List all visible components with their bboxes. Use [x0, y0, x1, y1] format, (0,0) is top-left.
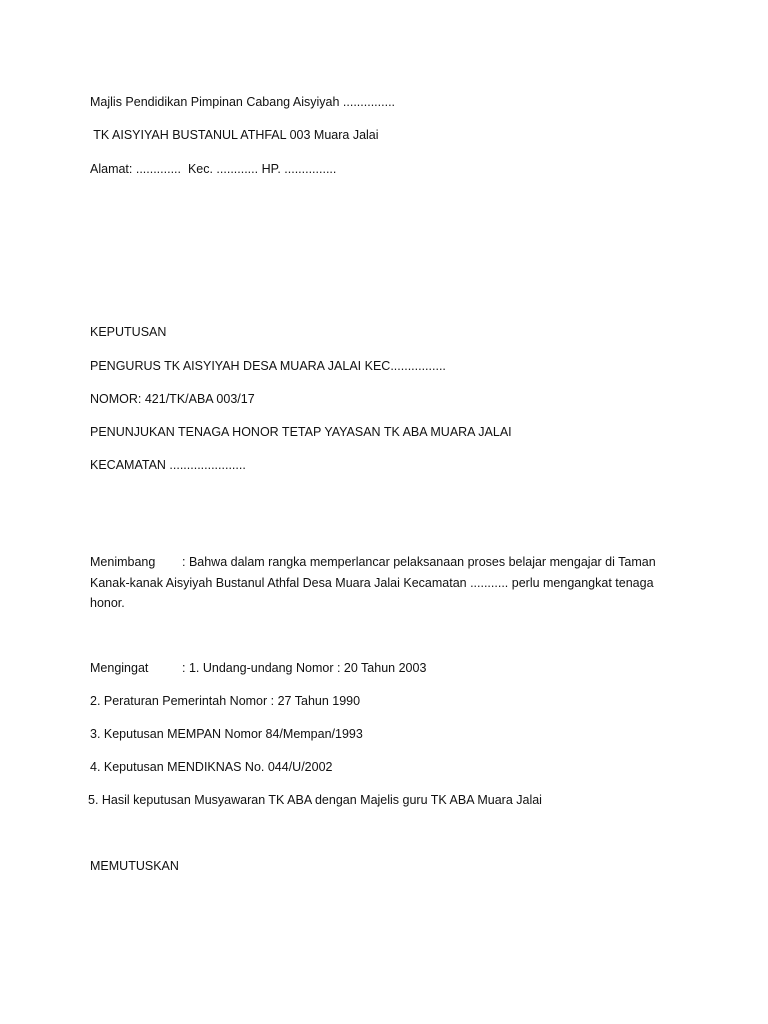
menimbang-text: : Bahwa dalam rangka memperlancar pelaksanaan proses belajar mengajar di Taman Kanak-kanak Aisyiyah Bustanul Athfal Desa Muara Jalai Kecamatan ........... perlu mengangkat tenaga honor.	[90, 555, 656, 610]
mengingat-row	[90, 660, 426, 676]
penunjukan-line: PENUNJUKAN TENAGA HONOR TETAP YAYASAN TK ABA MUARA JALAI	[90, 425, 512, 439]
keputusan-heading: KEPUTUSAN	[90, 325, 167, 339]
mengingat-label: Mengingat	[90, 661, 149, 675]
mengingat-item: 2. Peraturan Pemerintah Nomor : 27 Tahun 1990	[90, 694, 361, 708]
address-line: Alamat: ............. Kec. ............ HP. ...............	[90, 162, 337, 176]
kecamatan-line: KECAMATAN ......................	[90, 458, 246, 472]
school-name: TK AISYIYAH BUSTANUL ATHFAL 003 Muara Jalai	[90, 128, 379, 142]
mengingat-item: 3. Keputusan MEMPAN Nomor 84/Mempan/1993	[90, 727, 363, 741]
pengurus-line: PENGURUS TK AISYIYAH DESA MUARA JALAI KEC................	[90, 359, 446, 373]
menimbang-label: Menimbang	[90, 555, 156, 569]
mengingat-item: 4. Keputusan MENDIKNAS No. 044/U/2002	[90, 760, 333, 774]
memutuskan-heading: MEMUTUSKAN	[90, 859, 179, 873]
nomor-line: NOMOR: 421/TK/ABA 003/17	[90, 392, 255, 406]
menimbang-paragraph	[90, 552, 670, 614]
mengingat-item: 5. Hasil keputusan Musyawaran TK ABA dengan Majelis guru TK ABA Muara Jalai	[88, 793, 542, 807]
mengingat-item: : 1. Undang-undang Nomor : 20 Tahun 2003	[182, 661, 427, 675]
majlis-header: Majlis Pendidikan Pimpinan Cabang Aisyiyah ...............	[90, 95, 396, 109]
